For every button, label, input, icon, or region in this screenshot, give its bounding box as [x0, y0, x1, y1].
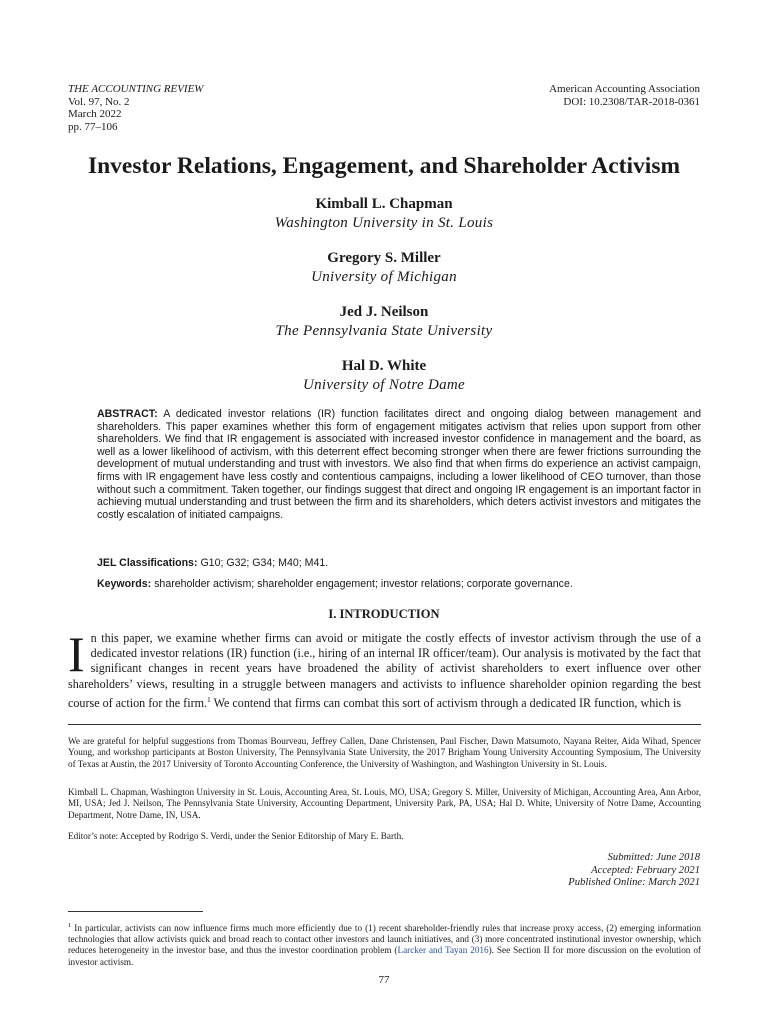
author-affiliation: Washington University in St. Louis	[274, 215, 494, 231]
jel-label: JEL Classifications:	[97, 557, 198, 569]
published-date: Published Online: March 2021	[568, 877, 700, 888]
author-name: Hal D. White	[341, 358, 427, 374]
journal-header	[68, 83, 203, 133]
author-affiliation: University of Michigan	[311, 269, 457, 285]
journal-pages: pp. 77–106	[68, 120, 118, 133]
footnote	[68, 920, 701, 968]
footnote-ref[interactable]: 1	[207, 694, 211, 704]
footnote-text: In particular, activists can now influence firms much more efficiently due to (1) recent shareholder-friendly rules that increase proxy access, (2) emerging information technologies that allow activists quick and broad reach to contact other investors and launch initiatives, and (3) more concentrated institutional investor ownership, which reduces heterogeneity in the investor base, and thus the investor coordination problem (	[68, 923, 701, 956]
author-affiliation: University of Notre Dame	[302, 377, 466, 393]
journal-name: THE ACCOUNTING REVIEW	[68, 83, 204, 95]
doi: DOI: 10.2308/TAR-2018-0361	[563, 95, 700, 108]
keywords-text: shareholder activism; shareholder engagement; investor relations; corporate governance.	[154, 578, 573, 590]
acknowledgements: We are grateful for helpful suggestions from Thomas Bourveau, Jeffrey Callen, Dane Christensen, Paul Fischer, Dawn Matsumoto, Nayana Reiter, Aida Wihad, Spencer Young, and workshop participants at Boston University, The Pennsylvania State University, the 2017 Brigham Young University Accounting Symposium, The University of Texas at Austin, the 2017 University of Toronto Accounting Conference, the University of Washington, and Washington University in St. Louis.	[68, 736, 701, 769]
intro-text-continued: We contend that firms can combat this sort of activism through a dedicated IR function, which is	[210, 695, 682, 710]
editor-note: Editor’s note: Accepted by Rodrigo S. Verdi, under the Senior Editorship of Mary E. Barth.	[68, 831, 404, 841]
abstract	[97, 408, 701, 521]
publisher-name: American Accounting Association	[549, 83, 700, 95]
drop-cap: I	[68, 626, 85, 682]
author-block	[0, 357, 768, 395]
publication-dates	[568, 852, 700, 890]
abstract-label: ABSTRACT:	[97, 408, 158, 420]
author-name: Gregory S. Miller	[327, 250, 441, 266]
footnote-divider	[68, 911, 203, 912]
jel-classifications	[97, 557, 328, 569]
introduction-text	[68, 626, 701, 711]
author-addresses: Kimball L. Chapman, Washington University in St. Louis, Accounting Area, St. Louis, MO, USA; Gregory S. Miller, University of Michigan, Accounting Area, Ann Arbor, MI, USA; Jed J. Neilson, The Pennsylvania State University, Accounting Department, University Park, PA, USA; Hal D. White, University of Notre Dame, Accounting Department, Notre Dame, IN, USA.	[68, 787, 701, 820]
author-block	[0, 249, 768, 287]
section-heading: I. INTRODUCTION	[328, 607, 440, 621]
author-affiliation: The Pennsylvania State University	[275, 323, 493, 339]
author-block	[0, 195, 768, 233]
abstract-text: A dedicated investor relations (IR) function facilitates direct and ongoing dialog between management and shareholders. This paper examines whether this form of engagement mitigates activism that relies upon support from other shareholders. We find that IR engagement is associated with increased investor confidence in management and the board, as well as a lower likelihood of activism, with this deterrent effect becoming stronger when there are fewer frictions surrounding the development of mutual understanding and trust with investors. We also find that when firms do experience an activist campaign, firms with IR engagement have less costly and contentious campaigns, including a lower likelihood of CEO turnover, than those without such a commitment. Taken together, our findings suggest that direct and ongoing IR engagement is an important factor in achieving mutual understanding and trust between the firm and its shareholders, which deters activist investors and mitigates the costly escalation of initiated campaigns.	[97, 408, 702, 521]
paper-title: Investor Relations, Engagement, and Shareholder Activism	[87, 153, 681, 179]
jel-codes: G10; G32; G34; M40; M41.	[200, 557, 329, 569]
submitted-date: Submitted: June 2018	[607, 852, 700, 863]
keywords	[97, 578, 573, 590]
footnote-text-end: ). See Section II for more discussion on the evolution of investor activism.	[68, 945, 701, 967]
citation-link[interactable]: Larcker and Tayan 2016	[397, 945, 489, 956]
author-block	[0, 303, 768, 341]
page-number: 77	[378, 974, 390, 986]
journal-date: March 2022	[68, 108, 122, 120]
publisher-header	[549, 83, 700, 108]
journal-volume: Vol. 97, No. 2	[68, 95, 130, 108]
accepted-date: Accepted: February 2021	[591, 864, 700, 876]
keywords-label: Keywords:	[97, 578, 152, 590]
intro-text: n this paper, we examine whether firms can avoid or mitigate the costly effects of investor activism through the use of a dedicated investor relations (IR) function (i.e., hiring of an internal IR officer/team). Our analysis is motivated by the fact that significant changes in recent years have broadened the ability of activist shareholders to exert influence over other shareholders’ views, resulting in a struggle between managers and activists to influence shareholder opinion regarding the best course of action for the firm.	[68, 631, 701, 710]
footnote-mark: 1	[68, 922, 72, 929]
author-name: Jed J. Neilson	[339, 304, 429, 320]
divider	[68, 724, 701, 725]
author-name: Kimball L. Chapman	[315, 196, 453, 212]
